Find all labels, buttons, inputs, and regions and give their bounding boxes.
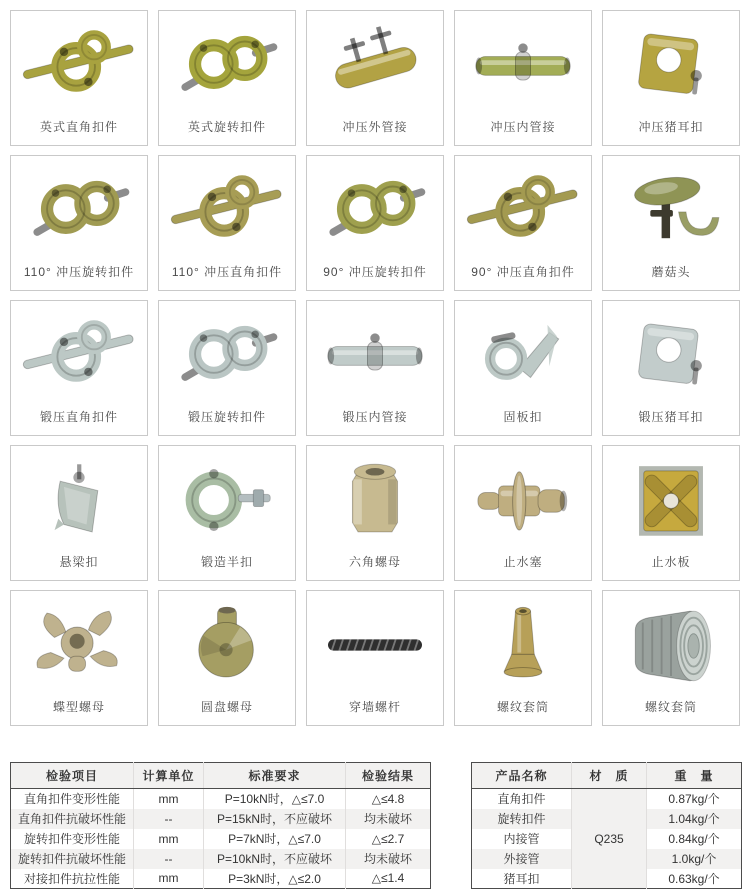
- table-cell: 对接扣件抗拉性能: [23, 871, 120, 886]
- product-card: [602, 590, 740, 726]
- column-header: 检验结果: [346, 763, 431, 789]
- column-header: 检验项目: [11, 763, 134, 789]
- product-name-cell: 猪耳扣: [503, 871, 540, 886]
- product-label: 冲压内管接: [490, 120, 556, 134]
- product-card: [454, 300, 592, 436]
- table-row: [11, 809, 431, 829]
- swivel-coupler-icon: [318, 163, 432, 257]
- product-card: [306, 10, 444, 146]
- pipe-joint-icon: [318, 308, 432, 402]
- product-glyph: [22, 35, 133, 86]
- product-label: 锻压猪耳扣: [638, 410, 704, 424]
- product-glyph: [180, 331, 278, 383]
- product-glyph: [478, 472, 567, 530]
- column-header: 标准要求: [204, 763, 346, 789]
- product-glyph: [476, 43, 571, 80]
- product-glyph: [328, 639, 422, 650]
- product-card: [158, 300, 296, 436]
- product-card: [10, 10, 148, 146]
- table-row: [11, 829, 431, 849]
- product-card: [602, 300, 740, 436]
- product-label: 六角螺母: [348, 555, 401, 569]
- swivel-coupler-icon: [22, 163, 136, 257]
- table-cell: --: [134, 849, 204, 869]
- product-label: 圆盘螺母: [200, 700, 253, 714]
- board-clamp-icon: [466, 308, 580, 402]
- product-label: 110° 冲压旋转扣件: [23, 265, 135, 279]
- table-cell: mm: [134, 789, 204, 809]
- swivel-coupler-icon: [170, 308, 284, 402]
- product-spec-table: [471, 762, 742, 889]
- table-cell: P=10kN时，△≤7.0: [204, 789, 346, 809]
- product-card: [10, 590, 148, 726]
- product-label: 固板扣: [503, 410, 543, 424]
- column-header: 产品名称: [472, 763, 572, 789]
- product-glyph: [504, 607, 542, 677]
- product-glyph: [328, 186, 426, 238]
- angle-coupler-icon: [170, 163, 284, 257]
- weight-cell: 0.84kg/个: [647, 829, 742, 849]
- angle-coupler-icon: [22, 18, 136, 112]
- product-card: [10, 300, 148, 436]
- product-card: [602, 155, 740, 291]
- product-glyph: [55, 464, 98, 532]
- product-glyph: [639, 466, 703, 536]
- product-card: [10, 445, 148, 581]
- product-card: [454, 590, 592, 726]
- table-cell: P=10kN时，不应破坏: [204, 849, 346, 869]
- product-card: [306, 445, 444, 581]
- product-label: 英式旋转扣件: [187, 120, 266, 134]
- product-label: 螺纹套筒: [644, 700, 697, 714]
- table-cell: △≤2.7: [346, 829, 431, 849]
- product-glyph: [37, 611, 117, 671]
- product-glyph: [32, 186, 130, 238]
- pig-ear-plate-icon: [614, 18, 728, 112]
- product-card: [306, 590, 444, 726]
- product-glyph: [325, 19, 419, 91]
- table-row: [11, 849, 431, 869]
- product-label: 锻压旋转扣件: [187, 410, 266, 424]
- table-cell: 均未破坏: [346, 809, 431, 829]
- table-row: [11, 869, 431, 889]
- table-cell: 旋转扣件抗破坏性能: [11, 849, 134, 869]
- product-name-cell: 外接管: [472, 849, 572, 869]
- product-glyph: [633, 174, 719, 239]
- product-label: 蘑菇头: [651, 265, 691, 279]
- table-cell: P=3kN时，△≤2.0: [204, 869, 346, 889]
- product-glyph: [192, 469, 270, 531]
- table-cell: 直角扣件变形性能: [23, 792, 120, 807]
- product-glyph: [170, 180, 281, 231]
- product-label: 锻造半扣: [200, 555, 253, 569]
- product-label: 蝶型螺母: [52, 700, 105, 714]
- product-label: 90° 冲压旋转扣件: [323, 265, 427, 279]
- mushroom-head-icon: [614, 163, 728, 257]
- product-card: [454, 10, 592, 146]
- product-card: [454, 155, 592, 291]
- product-name-cell: 内接管: [503, 832, 540, 846]
- product-label: 英式直角扣件: [39, 120, 118, 134]
- weight-cell: 0.63kg/个: [647, 869, 742, 889]
- product-label: 110° 冲压直角扣件: [171, 265, 283, 279]
- product-label: 穿墙螺杆: [348, 700, 401, 714]
- spec-table-header-row: [472, 763, 742, 789]
- wing-nut-icon: [22, 598, 136, 692]
- water-stop-plate-icon: [614, 453, 728, 547]
- table-cell: 均未破坏: [346, 849, 431, 869]
- table-cell: mm: [134, 869, 204, 889]
- product-glyph: [328, 333, 423, 370]
- product-glyph: [22, 325, 133, 376]
- product-glyph: [635, 611, 710, 681]
- tie-rod-icon: [318, 598, 432, 692]
- product-card: [158, 590, 296, 726]
- angle-coupler-icon: [466, 163, 580, 257]
- table-row: [11, 789, 431, 809]
- product-label: 止水塞: [503, 555, 543, 569]
- table-cell: P=15kN时，不应破坏: [204, 809, 346, 829]
- product-card: [158, 10, 296, 146]
- product-label: 冲压外管接: [342, 120, 408, 134]
- product-name-cell: 旋转扣件: [472, 809, 572, 829]
- outer-sleeve-icon: [318, 18, 432, 112]
- water-stop-plug-icon: [466, 453, 580, 547]
- product-glyph: [180, 41, 278, 93]
- product-card: [454, 445, 592, 581]
- inspection-results-table: [10, 762, 431, 889]
- table-cell: △≤4.8: [346, 789, 431, 809]
- table-cell: mm: [134, 829, 204, 849]
- product-glyph: [490, 325, 559, 378]
- material-cell: Q235: [572, 789, 647, 889]
- product-card: [602, 10, 740, 146]
- product-glyph: [638, 323, 706, 385]
- product-glyph: [466, 180, 577, 231]
- angle-coupler-icon: [22, 308, 136, 402]
- table-cell: P=7kN时，△≤7.0: [204, 829, 346, 849]
- thread-barrel-icon: [614, 598, 728, 692]
- product-card: [158, 155, 296, 291]
- table-cell: 旋转扣件变形性能: [23, 832, 120, 846]
- product-card: [602, 445, 740, 581]
- table-cell: △≤1.4: [346, 869, 431, 889]
- product-label: 锻压内管接: [342, 410, 408, 424]
- product-glyph: [199, 607, 254, 677]
- table-row: [472, 789, 742, 809]
- pig-ear-plate-icon: [614, 308, 728, 402]
- product-card: [158, 445, 296, 581]
- thread-sleeve-icon: [466, 598, 580, 692]
- product-label: 止水板: [651, 555, 691, 569]
- column-header: 材 质: [572, 763, 647, 789]
- inspection-table-header-row: [11, 763, 431, 789]
- column-header: 重 量: [647, 763, 742, 789]
- product-glyph: [638, 33, 706, 95]
- hex-nut-icon: [318, 453, 432, 547]
- product-label: 锻压直角扣件: [39, 410, 118, 424]
- product-card: [306, 155, 444, 291]
- weight-cell: 1.0kg/个: [647, 849, 742, 869]
- weight-cell: 1.04kg/个: [647, 809, 742, 829]
- disc-nut-icon: [170, 598, 284, 692]
- tables-section: [10, 762, 750, 889]
- product-name-cell: 直角扣件: [497, 792, 546, 807]
- table-cell: 直角扣件抗破坏性能: [11, 809, 134, 829]
- product-label: 悬梁扣: [59, 555, 99, 569]
- product-card: [306, 300, 444, 436]
- product-label: 冲压猪耳扣: [638, 120, 704, 134]
- product-label: 螺纹套筒: [496, 700, 549, 714]
- product-label: 90° 冲压直角扣件: [471, 265, 575, 279]
- product-glyph: [352, 464, 397, 532]
- half-clamp-icon: [170, 453, 284, 547]
- pipe-joint-icon: [466, 18, 580, 112]
- swivel-coupler-icon: [170, 18, 284, 112]
- beam-hook-icon: [22, 453, 136, 547]
- column-header: 计算单位: [134, 763, 204, 789]
- product-card: [10, 155, 148, 291]
- table-cell: --: [134, 809, 204, 829]
- weight-cell: 0.87kg/个: [647, 789, 742, 809]
